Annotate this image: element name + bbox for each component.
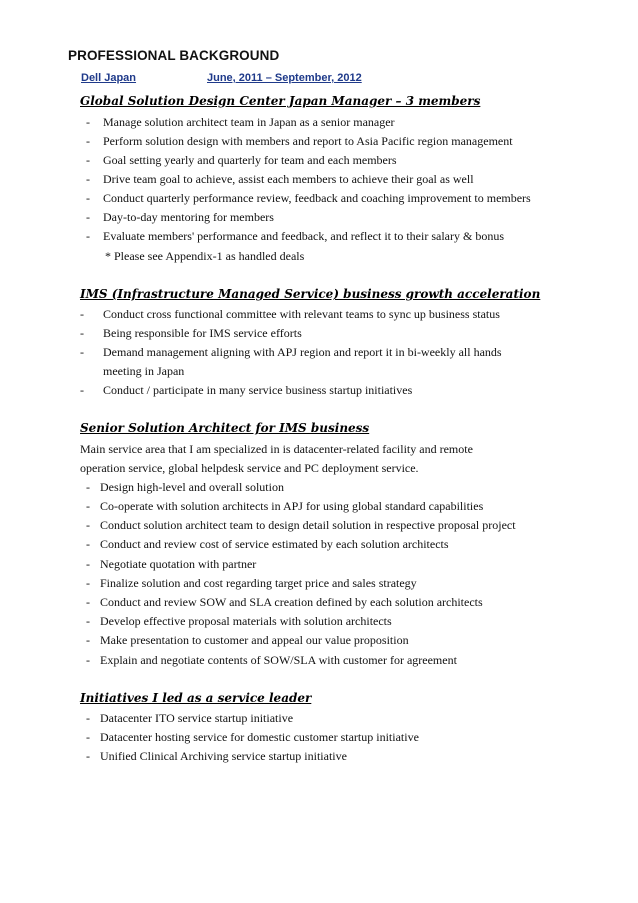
list-item: Co-operate with solution architects in APJ for using global standard capabilities xyxy=(100,499,484,513)
page-heading: PROFESSIONAL BACKGROUND xyxy=(68,48,280,63)
bullet-dash: - xyxy=(86,134,90,148)
section-title-ims-growth: IMS (Infrastructure Managed Service) business growth acceleration xyxy=(80,287,541,301)
list-item-continuation: meeting in Japan xyxy=(103,364,185,378)
list-item: Develop effective proposal materials with solution architects xyxy=(100,614,392,628)
list-item: Negotiate quotation with partner xyxy=(100,557,257,571)
list-item: Demand management aligning with APJ region and report it in bi-weekly all hands xyxy=(103,345,502,359)
list-item: Evaluate members' performance and feedback, and reflect it to their salary & bonus xyxy=(103,229,504,243)
bullet-dash: - xyxy=(86,633,90,647)
list-item: Conduct cross functional committee with relevant teams to sync up business status xyxy=(103,307,500,321)
bullet-dash: - xyxy=(86,115,90,129)
employment-dates: June, 2011 – September, 2012 xyxy=(207,72,362,84)
list-item: Datacenter hosting service for domestic customer startup initiative xyxy=(100,730,419,744)
list-item: Explain and negotiate contents of SOW/SLA with customer for agreement xyxy=(100,653,457,667)
list-item: Conduct solution architect team to design detail solution in respective proposal project xyxy=(100,518,516,532)
employment-line xyxy=(81,72,362,84)
bullet-dash: - xyxy=(86,595,90,609)
bullet-dash: - xyxy=(86,614,90,628)
section-title-manager: Global Solution Design Center Japan Manager – 3 members xyxy=(80,94,481,108)
bullet-dash: - xyxy=(86,576,90,590)
list-item: Conduct and review SOW and SLA creation defined by each solution architects xyxy=(100,595,483,609)
list-item: Conduct and review cost of service estimated by each solution architects xyxy=(100,537,449,551)
bullet-dash: - xyxy=(86,557,90,571)
bullet-dash: - xyxy=(86,730,90,744)
section-title-initiatives: Initiatives I led as a service leader xyxy=(80,691,312,705)
list-item: Conduct quarterly performance review, feedback and coaching improvement to members xyxy=(103,191,531,205)
bullet-dash: - xyxy=(86,191,90,205)
list-item: Design high-level and overall solution xyxy=(100,480,284,494)
intro-text: Main service area that I am specialized in is datacenter-related facility and remote xyxy=(80,442,473,456)
bullet-dash: - xyxy=(86,537,90,551)
company-name: Dell Japan xyxy=(81,72,137,84)
list-item: Conduct / participate in many service business startup initiatives xyxy=(103,383,413,397)
bullet-dash: - xyxy=(86,711,90,725)
list-item: Perform solution design with members and report to Asia Pacific region management xyxy=(103,134,513,148)
list-item: Make presentation to customer and appeal our value proposition xyxy=(100,633,409,647)
list-item: Finalize solution and cost regarding target price and sales strategy xyxy=(100,576,417,590)
list-item: Being responsible for IMS service efforts xyxy=(103,326,302,340)
bullet-dash: - xyxy=(80,345,84,359)
bullet-dash: - xyxy=(80,383,84,397)
bullet-dash: - xyxy=(86,153,90,167)
list-item: Goal setting yearly and quarterly for team and each members xyxy=(103,153,397,167)
bullet-dash: - xyxy=(86,749,90,763)
intro-text: operation service, global helpdesk service and PC deployment service. xyxy=(80,461,419,475)
list-item: Datacenter ITO service startup initiative xyxy=(100,711,294,725)
list-item: Day-to-day mentoring for members xyxy=(103,210,274,224)
bullet-dash: - xyxy=(86,499,90,513)
list-item: Manage solution architect team in Japan as a senior manager xyxy=(103,115,395,129)
section-title-senior-architect: Senior Solution Architect for IMS business xyxy=(80,421,370,435)
bullet-dash: - xyxy=(86,653,90,667)
bullet-dash: - xyxy=(80,326,84,340)
appendix-note: * Please see Appendix-1 as handled deals xyxy=(105,249,305,263)
bullet-dash: - xyxy=(86,172,90,186)
list-item: Drive team goal to achieve, assist each members to achieve their goal as well xyxy=(103,172,474,186)
bullet-dash: - xyxy=(86,210,90,224)
bullet-dash: - xyxy=(86,518,90,532)
bullet-dash: - xyxy=(86,480,90,494)
bullet-dash: - xyxy=(86,229,90,243)
list-item: Unified Clinical Archiving service startup initiative xyxy=(100,749,347,763)
bullet-dash: - xyxy=(80,307,84,321)
